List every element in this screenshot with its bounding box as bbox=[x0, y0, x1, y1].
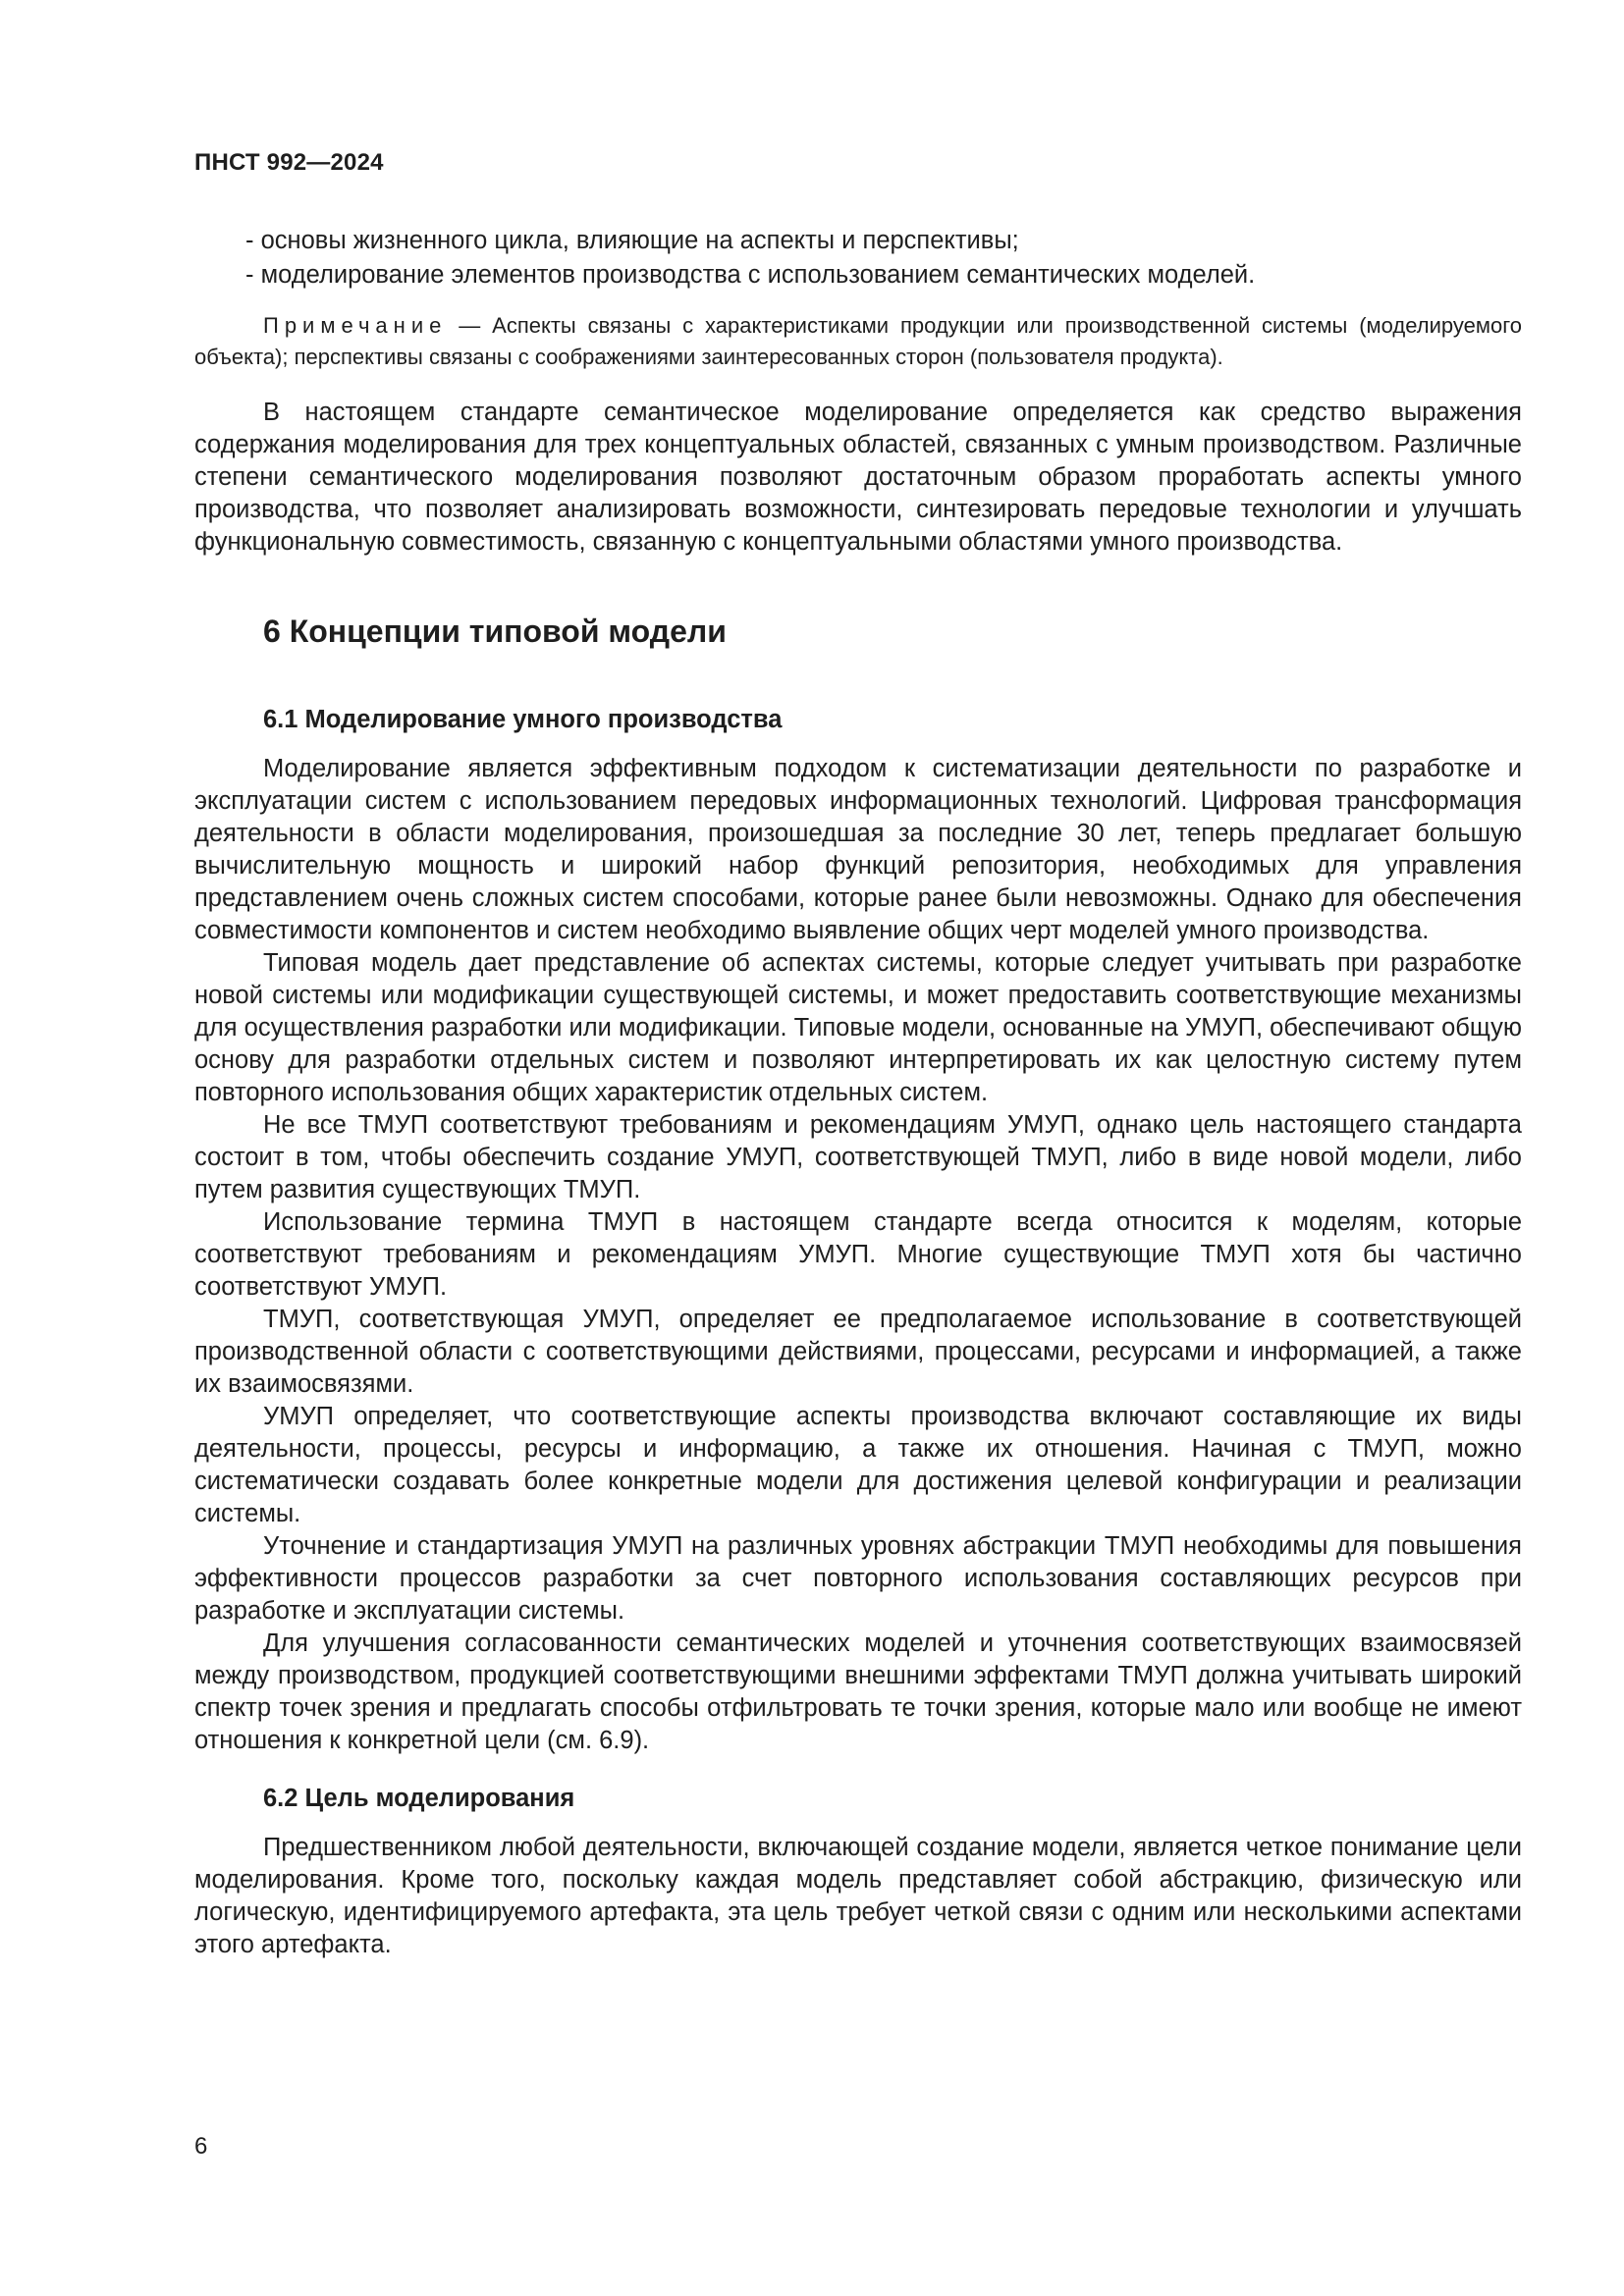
paragraph: ТМУП, соответствующая УМУП, определяет ее предполагаемое использование в соответствующей производственной области с соответствующими действиями, процессами, ресурсами и информацией, а также их взаимосвязями. bbox=[194, 1306, 1522, 1398]
note-text: — Аспекты связаны с характеристиками продукции или производственной системы (моделируемого объекта); перспективы связаны с соображениями заинтересованных сторон (пользователя продукта). bbox=[194, 313, 1522, 369]
document-id-header: ПНСТ 992—2024 bbox=[194, 149, 384, 176]
paragraph: Предшественником любой деятельности, включающей создание модели, является четкое понимание цели моделирования. Кроме того, поскольку каждая модель представляет собой абстракцию, физическую или логическую, идентифицируемого артефакта, эта цель требует четкой связи с одним или несколькими аспектами этого артефакта. bbox=[194, 1834, 1522, 1958]
note-block bbox=[194, 310, 1522, 373]
paragraph: Уточнение и стандартизация УМУП на различных уровнях абстракции ТМУП необходимы для повышения эффективности процессов разработки за счет повторного использования составляющих ресурсов при разработке и эксплуатации системы. bbox=[194, 1532, 1522, 1625]
page-content bbox=[194, 224, 1522, 1961]
note-label: Примечание bbox=[263, 313, 448, 338]
paragraph: Для улучшения согласованности семантических моделей и уточнения соответствующих взаимосвязей между производством, продукцией соответствующими внешними эффектами ТМУП должна учитывать широкий спектр точек зрения и предлагать способы отфильтровать те точки зрения, которые мало или вообще не имеют отношения к конкретной цели (см. 6.9). bbox=[194, 1629, 1522, 1754]
list-item: - основы жизненного цикла, влияющие на аспекты и перспективы; bbox=[245, 227, 1019, 254]
page-number: 6 bbox=[194, 2133, 208, 2160]
subsection-title-6-2: 6.2 Цель моделирования bbox=[263, 1785, 575, 1812]
section-title: 6 Концепции типовой модели bbox=[263, 614, 727, 649]
intro-paragraph: В настоящем стандарте семантическое моделирование определяется как средство выражения содержания моделирования для трех концептуальных областей, связанных с умным производством. Различные степени семантического моделирования позволяют достаточным образом проработать аспекты умного производства, что позволяет анализировать возможности, синтезировать передовые технологии и улучшать функциональную совместимость, связанную с концептуальными областями умного производства. bbox=[194, 399, 1522, 556]
list-item: - моделирование элементов производства с использованием семантических моделей. bbox=[245, 261, 1256, 289]
paragraph: Моделирование является эффективным подходом к систематизации деятельности по разработке и эксплуатации систем с использованием передовых информационных технологий. Цифровая трансформация деятельности в области моделирования, произошедшая за последние 30 лет, теперь предлагает большую вычислительную мощность и широкий набор функций репозитория, необходимых для управления представлением очень сложных систем способами, которые ранее были невозможны. Однако для обеспечения совместимости компонентов и систем необходимо выявление общих черт моделей умного производства. bbox=[194, 755, 1522, 944]
paragraph: Типовая модель дает представление об аспектах системы, которые следует учитывать при разработке новой системы или модификации существующей системы, и может предоставить соответствующие механизмы для осуществления разработки или модификации. Типовые модели, основанные на УМУП, обеспечивают общую основу для разработки отдельных систем и позволяют интерпретировать их как целостную систему путем повторного использования общих характеристик отдельных систем. bbox=[194, 949, 1522, 1106]
paragraph: УМУП определяет, что соответствующие аспекты производства включают составляющие их виды деятельности, процессы, ресурсы и информацию, а также их отношения. Начиная с ТМУП, можно систематически создавать более конкретные модели для достижения целевой конфигурации и реализации системы. bbox=[194, 1403, 1522, 1527]
subsection-title-6-1: 6.1 Моделирование умного производства bbox=[263, 706, 783, 733]
paragraph: Не все ТМУП соответствуют требованиям и рекомендациям УМУП, однако цель настоящего стандарта состоит в том, чтобы обеспечить создание УМУП, соответствующей ТМУП, либо в виде новой модели, либо путем развития существующих ТМУП. bbox=[194, 1111, 1522, 1203]
paragraph: Использование термина ТМУП в настоящем стандарте всегда относится к моделям, которые соответствуют требованиям и рекомендациям УМУП. Многие существующие ТМУП хотя бы частично соответствуют УМУП. bbox=[194, 1208, 1522, 1301]
